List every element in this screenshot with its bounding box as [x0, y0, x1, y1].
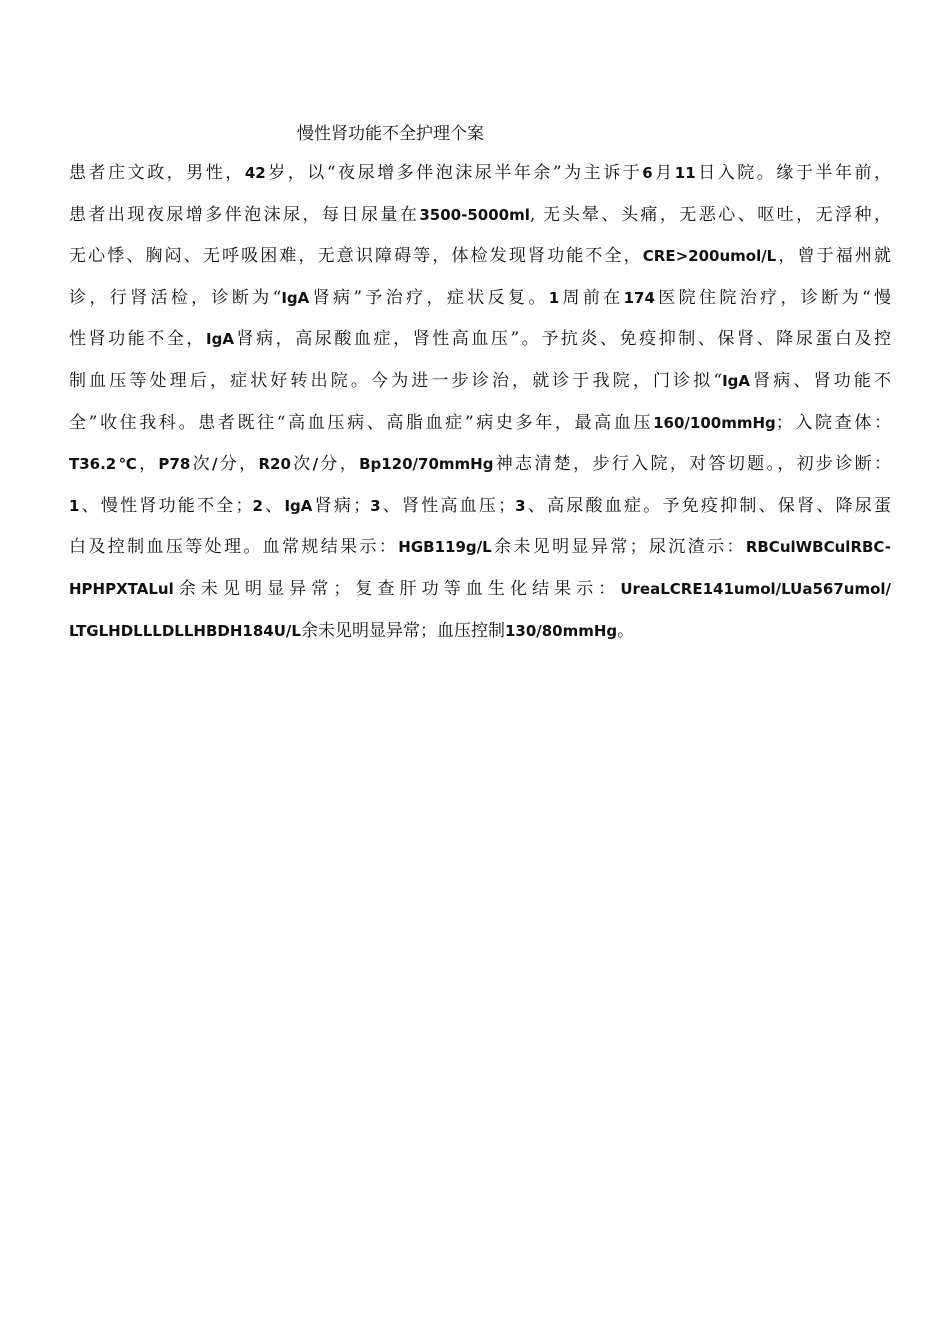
bold-text-run: 2: [252, 496, 263, 515]
text-run: 肾病；: [312, 495, 371, 516]
bold-text-run: 3: [515, 496, 526, 515]
text-run: 余未见明显异常；复查肝功等血生化结果示：: [173, 578, 621, 599]
bold-text-run: /: [211, 455, 218, 474]
bold-text-run: 1: [69, 496, 80, 515]
bold-text-run: 11: [674, 164, 696, 182]
bold-text-run: 3: [370, 496, 381, 515]
bold-text-run: 3500-5000ml: [419, 205, 530, 224]
paragraph-line: [69, 444, 891, 486]
text-run: ；入院查体：: [775, 412, 891, 433]
text-run: 全”收住我科。患者既往“高血压病、高脂血症”病史多年，最高血压: [69, 412, 654, 433]
text-run: 次: [290, 454, 313, 475]
bold-text-run: 174: [623, 288, 655, 307]
text-run: 、: [262, 495, 285, 516]
document-title: 慢性肾功能不全护理个案: [297, 124, 484, 144]
text-run: ，曾于福州就: [776, 246, 891, 267]
text-run: 余未见明显异常；血压控制: [300, 620, 505, 641]
bold-text-run: IgA: [284, 496, 313, 515]
paragraph-line: [69, 611, 891, 653]
text-run: 神志清楚，步行入院，对答切题。，初步诊断：: [493, 454, 891, 475]
text-run: 岁，以“夜尿增多伴泡沫尿半年余”为主诉于: [265, 163, 643, 183]
text-run: 肾病，高尿酸血症，肾性高血压”。予抗炎、免疫抑制、保肾、降尿蛋白及控: [233, 329, 891, 350]
text-run: 患者庄文政，男性，: [69, 163, 245, 183]
bold-text-run: T36.2℃: [69, 455, 140, 474]
paragraph-line: [69, 361, 891, 403]
bold-text-run: 130/80mmHg: [504, 621, 618, 640]
text-run: 白及控制血压等处理。血常规结果示：: [69, 537, 399, 558]
text-run: , 无头晕、头痛，无恶心、呕吐，无浮种，: [529, 204, 891, 225]
bold-text-run: 1: [548, 288, 560, 307]
bold-text-run: UreaLCRE141umol/LUa567umol/: [620, 579, 891, 598]
paragraph-line: [69, 527, 891, 569]
bold-text-run: /: [312, 455, 319, 474]
paragraph-line: [69, 278, 891, 320]
bold-text-run: IgA: [281, 288, 310, 307]
document-body: [69, 153, 891, 652]
text-run: 分，: [217, 454, 259, 475]
text-run: 诊，行肾活检，诊断为“: [69, 287, 282, 308]
bold-text-run: HPHPXTALul: [69, 579, 174, 598]
bold-text-run: R20: [258, 455, 291, 474]
paragraph-line: [69, 153, 891, 195]
text-run: 。: [617, 620, 635, 641]
bold-text-run: IgA: [206, 330, 234, 349]
bold-text-run: Bp120/70mmHg: [359, 455, 494, 474]
bold-text-run: 160/100mmHg: [653, 413, 776, 432]
bold-text-run: 42: [244, 164, 266, 182]
bold-text-run: IgA: [722, 371, 751, 390]
text-run: 无心悸、胸闷、无呼吸困难，无意识障碍等，体检发现肾功能不全，: [69, 246, 643, 267]
text-run: 制血压等处理后，症状好转出院。今为进一步诊治，就诊于我院，门诊拟“: [69, 370, 723, 391]
text-run: 次: [190, 454, 212, 475]
paragraph-line: [69, 486, 891, 528]
text-run: 余未见明显异常；尿沉渣示：: [491, 537, 746, 558]
bold-text-run: CRE>200umol/L: [642, 247, 777, 266]
text-run: 月: [652, 163, 675, 183]
text-run: 性肾功能不全，: [69, 329, 206, 350]
text-run: 日入院。缘于半年前，: [695, 163, 891, 183]
text-run: 肾病、肾功能不: [750, 370, 891, 391]
bold-text-run: LTGLHDLLLDLLHBDH184U/L: [69, 621, 301, 640]
text-run: 医院住院治疗，诊断为“慢: [654, 287, 891, 308]
paragraph-line: [69, 569, 891, 611]
bold-text-run: HGB119g/L: [398, 538, 492, 557]
bold-text-run: RBCulWBCulRBC-: [745, 538, 891, 557]
text-run: 患者出现夜尿增多伴泡沫尿，每日尿量在: [69, 204, 420, 225]
paragraph-line: [69, 319, 891, 361]
text-run: 肾病”予治疗，症状反复。: [309, 287, 549, 308]
paragraph-line: [69, 403, 891, 445]
paragraph-line: [69, 236, 891, 278]
text-run: 分，: [318, 454, 360, 475]
bold-text-run: 6: [642, 164, 653, 182]
bold-text-run: P78: [158, 455, 191, 474]
text-run: 周前在: [559, 287, 624, 308]
text-run: 、高尿酸血症。予免疫抑制、保肾、降尿蛋: [525, 495, 891, 516]
text-run: 、慢性肾功能不全；: [79, 495, 253, 516]
paragraph-line: [69, 195, 891, 237]
text-run: 、肾性高血压；: [380, 495, 516, 516]
text-run: ，: [139, 454, 159, 475]
